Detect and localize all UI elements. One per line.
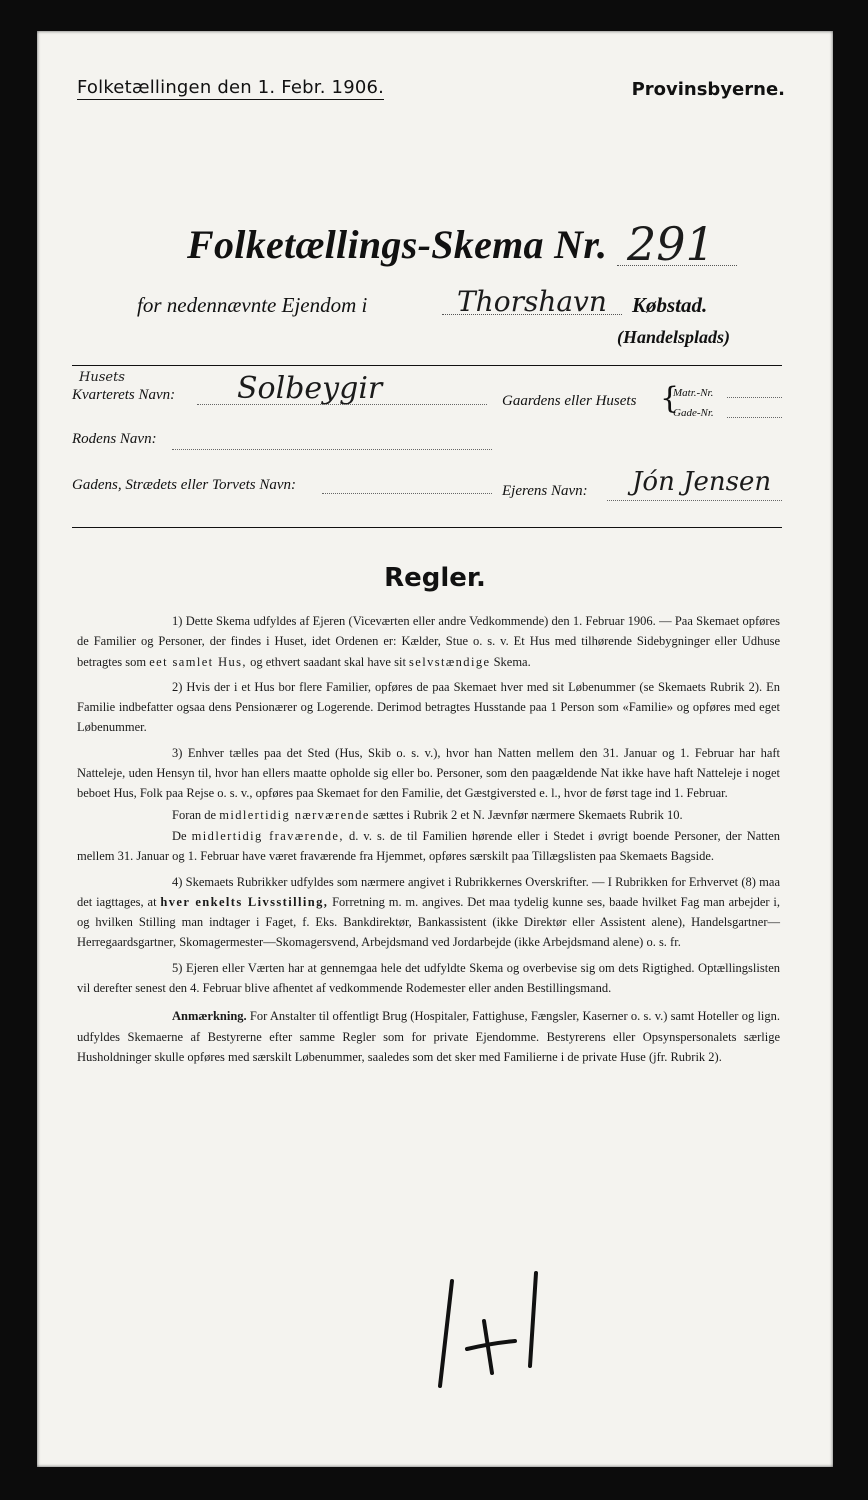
kvarter-line — [197, 404, 487, 405]
matr-line — [727, 397, 782, 398]
form-number-line — [617, 265, 737, 266]
gade-nr-line — [727, 417, 782, 418]
kobstad-label: Købstad. — [632, 293, 708, 317]
place-name: Thorshavn — [457, 285, 607, 318]
matr-label: Matr.-Nr. — [673, 387, 714, 399]
rule-1: 1) Dette Skema udfyldes af Ejeren (Viceværten eller andre Vedkommende) den 1. Februar 1906. — Paa Skemaet opføres de Familier og Personer, der findes i Huset, idet Ordenen er: Kælder, Stue o. s. v. Et Hus med tilhørende Sidebygninger eller Udhuse betragtes som eet samlet Hus, og ethvert saadant skal have sit selvstændige Skema. — [77, 614, 780, 669]
rode-label: Rodens Navn: — [72, 431, 157, 447]
divider — [72, 527, 782, 528]
kvarter-value: Solbeygir — [237, 371, 383, 406]
census-form-page — [37, 31, 833, 1467]
rule-2: 2) Hvis der i et Hus bor flere Familier, opføres de paa Skemaet hver med sit Løbenummer (se Skemaets Rubrik 2). En Familie indbefatter ogsaa dens Pensionærer og Logerende. Derimod betragtes Husstande paa 1 Person som «Familie» og opføres med eget Løbenummer. — [77, 679, 780, 735]
form-title: Folketællings-Skema Nr. — [187, 222, 608, 267]
gade-label: Gadens, Strædets eller Torvets Navn: — [72, 477, 297, 493]
census-title: Folketællingen den 1. Febr. 1906. — [77, 77, 385, 98]
kvarter-label: Kvarterets Navn: — [72, 387, 176, 403]
rule-3: 3) Enhver tælles paa det Sted (Hus, Skib o. s. v.), hvor han Natten mellem den 31. Januar og 1. Februar har haft Natteleje, uden Hensyn til, hvor han ellers maatte opholde sig eller bo. Personer, som den paagældende Nat ikke have haft Natteleje i noget beboet Hus, Folk paa Rejse o. s. v., opføres paa Skemaet for den Familie, det Gæstgiversted e. l., hvor de først tage ind 1. Februar. — [77, 745, 780, 801]
brace: { — [660, 381, 680, 416]
handelsplads-label: (Handelsplads) — [617, 327, 731, 347]
ejer-value: Jón Jensen — [632, 467, 772, 497]
form-number: 291 — [627, 217, 715, 271]
rules-text — [77, 611, 780, 1072]
handwritten-tally-mark — [412, 1261, 552, 1391]
rules-heading: Regler. — [384, 563, 486, 593]
gade-line — [322, 493, 492, 494]
rule-3-absent: De midlertidig fraværende, d. v. s. de til Familien hørende eller i Stedet i øvrigt boende Personer, der Natten mellem 31. Januar og 1. Februar have været fraværende fra Hjemmet, opføres særskilt paa Tillægslisten paa Skemaets Bagside. — [77, 828, 781, 864]
rule-3-present: Foran de midlertidig nærværende sættes i Rubrik 2 et N. Jævnfør nærmere Skemaets Rubrik 10. — [172, 807, 683, 822]
rule-5: 5) Ejeren eller Værten har at gennemgaa hele det udfyldte Skema og overbevise sig om dets Rigtighed. Optællingslisten vil derefter senest den 4. Februar blive afhentet af vedkommende Rodemester eller anden Bestillingsmand. — [77, 960, 780, 996]
rule-note: Anmærkning. For Anstalter til offentligt Brug (Hospitaler, Fattighuse, Fængsler, Kaserner o. s. v.) samt Hoteller og lign. udfyldes Skemaerne af Bestyrerne efter samme Regler som for private Ejendomme. Bestyrerens eller Opsynspersonalets særlige Husholdninger skulle opføres med særskilt Løbenummer, saaledes som det sker med Familierne i de private Huse (jfr. Rubrik 2). — [77, 1009, 781, 1064]
ejer-label: Ejerens Navn: — [502, 483, 588, 499]
kvarter-prefix: Husets — [79, 370, 125, 385]
form-subtitle: for nedennævnte Ejendom i — [137, 293, 368, 317]
ejer-line — [607, 500, 782, 501]
gade-nr-label: Gade-Nr. — [673, 407, 714, 419]
gaard-label: Gaardens eller Husets — [502, 393, 637, 409]
rule-4: 4) Skemaets Rubrikker udfyldes som nærmere angivet i Rubrikkernes Overskrifter. — I Rubrikken for Erhvervet (8) maa det iagttages, at hver enkelts Livsstilling, Forretning m. m. angives. Det maa tydelig kunne ses, baade hvilket Fag man arbejder i, og hvilken Stilling man indtager i Faget, f. Eks. Bankdirektør, Bankassistent (ikke Direktør eller Assistent alene), Handelsgartner—Herregaardsgartner, Skomagermester—Skomagersvend, Arbejdsmand ved Jordarbejde (ikke Arbejdsmand alene) o. s. fr. — [77, 874, 780, 950]
rode-line — [172, 449, 492, 450]
place-line — [442, 314, 622, 315]
region-label: Provinsbyerne. — [631, 79, 785, 100]
divider — [72, 365, 782, 366]
